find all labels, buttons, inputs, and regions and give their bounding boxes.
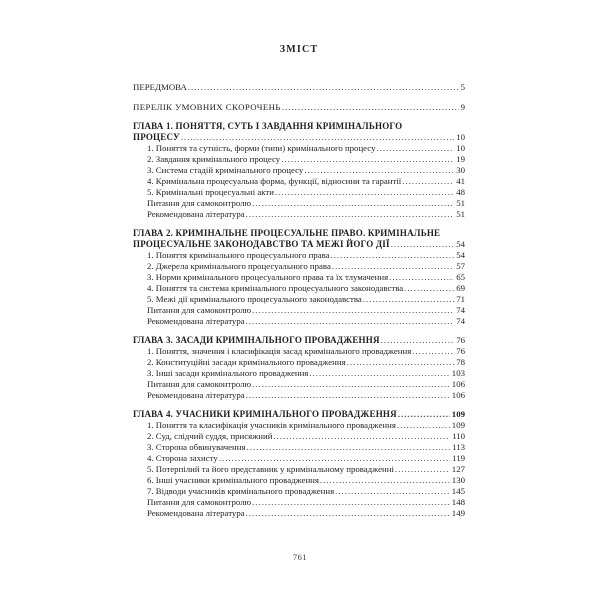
toc-entry	[133, 508, 465, 519]
chapter-title: ГЛАВА 1. ПОНЯТТЯ, СУТЬ І ЗАВДАННЯ КРИМІНАЛЬНОГО	[133, 121, 403, 131]
chapter-2-block	[133, 228, 465, 327]
toc-entry	[133, 486, 465, 497]
chapter-title-page-line	[133, 335, 465, 346]
toc-entry-label: 1. Поняття та сутність, форми (типи) кримінального процесу	[147, 143, 376, 153]
toc-entry	[133, 154, 465, 165]
toc-entry-label: Питання для самоконтролю	[147, 198, 252, 208]
chapter-title: ГЛАВА 4. УЧАСНИКИ КРИМІНАЛЬНОГО ПРОВАДЖЕННЯ	[133, 409, 397, 419]
toc-entry-page: 119	[452, 453, 465, 463]
chapter-title: ГЛАВА 2. КРИМІНАЛЬНЕ ПРОЦЕСУАЛЬНЕ ПРАВО. КРИМІНАЛЬНЕ	[133, 228, 441, 238]
dot-leader	[252, 379, 450, 390]
toc-entry-page: 54	[456, 250, 465, 260]
toc-entry-label: Питання для самоконтролю	[147, 379, 252, 389]
dot-leader	[412, 346, 454, 357]
toc-entry-page: 57	[456, 261, 465, 271]
toc-entry	[133, 357, 465, 368]
toc-entry-foreword	[133, 82, 465, 93]
dot-leader	[381, 335, 455, 346]
dot-leader	[404, 283, 454, 294]
toc-entry-page: 145	[451, 486, 465, 496]
dot-leader	[246, 390, 450, 401]
toc-entry-label: 5. Кримінальні процесуальні акти	[147, 187, 274, 197]
toc-entry-page: 51	[456, 209, 465, 219]
page-title: ЗМІСТ	[279, 44, 319, 55]
toc-entry	[133, 272, 465, 283]
toc-entry	[133, 431, 465, 442]
toc-entry-label: ПЕРЕДМОВА	[133, 82, 187, 92]
toc-entry	[133, 305, 465, 316]
dot-leader	[181, 132, 454, 143]
toc-entry-page: 106	[451, 379, 465, 389]
toc-entry-label: 4. Кримінальна процесуальна форма, функції, відносини та гарантії	[147, 176, 402, 186]
toc-entry-page: 65	[456, 272, 465, 282]
toc-entry	[133, 176, 465, 187]
toc-entry	[133, 198, 465, 209]
dot-leader	[391, 239, 455, 250]
toc-entry-page: 103	[451, 368, 465, 378]
toc-entry	[133, 497, 465, 508]
chapter-page: 76	[456, 335, 465, 345]
chapter-page: 10	[456, 132, 465, 142]
toc-entry-label: Питання для самоконтролю	[147, 497, 252, 507]
folio-page-number: 761	[292, 552, 308, 562]
toc-entry-label: 3. Сторона обвинувачення	[147, 442, 246, 452]
toc-entry-label: 4. Поняття та система кримінального процесуального законодавства	[147, 283, 404, 293]
toc-entry-label: 2. Конституційні засади кримінального провадження	[147, 357, 346, 367]
toc-entry-page: 69	[456, 283, 465, 293]
chapter-1-block	[133, 121, 465, 220]
toc-entry-page: 74	[456, 305, 465, 315]
toc-entry-label: 2. Завдання кримінального процесу	[147, 154, 281, 164]
dot-leader	[281, 154, 454, 165]
toc-entry-label: Питання для самоконтролю	[147, 305, 252, 315]
dot-leader	[335, 486, 450, 497]
chapter-title: ГЛАВА 3. ЗАСАДИ КРИМІНАЛЬНОГО ПРОВАДЖЕННЯ	[133, 335, 380, 345]
toc-entry	[133, 390, 465, 401]
toc-entry-label: ПЕРЕЛІК УМОВНИХ СКОРОЧЕНЬ	[133, 102, 281, 112]
dot-leader	[252, 497, 450, 508]
toc-entry	[133, 442, 465, 453]
dot-leader	[246, 209, 455, 220]
dot-leader	[188, 82, 459, 93]
toc-entry-page: 5	[460, 82, 465, 92]
toc-entry-page: 71	[456, 294, 465, 304]
toc-entry	[133, 209, 465, 220]
toc-entry-label: Рекомендована література	[147, 508, 245, 518]
chapter-3-block	[133, 335, 465, 401]
toc-entry-abbreviations	[133, 102, 465, 113]
chapter-title-continued: ПРОЦЕСУ	[133, 132, 180, 142]
toc-entry-page: 9	[460, 102, 465, 112]
toc-entry-page: 48	[456, 187, 465, 197]
toc-entry-label: Рекомендована література	[147, 209, 245, 219]
dot-leader	[304, 165, 454, 176]
toc-entry-label: Рекомендована література	[147, 390, 245, 400]
dot-leader	[252, 305, 454, 316]
dot-leader	[246, 316, 455, 327]
toc-entry	[133, 368, 465, 379]
toc-entry-page: 30	[456, 165, 465, 175]
toc-entry	[133, 143, 465, 154]
toc-entry-page: 78	[456, 357, 465, 367]
toc-entry-label: 1. Поняття кримінального процесуального права	[147, 250, 330, 260]
chapter-page: 54	[456, 239, 465, 249]
table-of-contents	[133, 44, 465, 519]
toc-entry	[133, 464, 465, 475]
dot-leader	[376, 143, 454, 154]
dot-leader	[320, 475, 450, 486]
chapter-title-page-line	[133, 132, 465, 143]
toc-entry-label: 4. Сторона захисту	[147, 453, 218, 463]
dot-leader	[347, 357, 455, 368]
dot-leader	[389, 272, 454, 283]
toc-entry	[133, 261, 465, 272]
toc-entry	[133, 187, 465, 198]
toc-entry-label: 2. Джерела кримінального процесуального права	[147, 261, 331, 271]
dot-leader	[219, 453, 450, 464]
toc-entry	[133, 283, 465, 294]
toc-entry-label: 3. Інші засади кримінального провадження	[147, 368, 309, 378]
toc-entry-label: 3. Система стадій кримінального процесу	[147, 165, 304, 175]
toc-entry	[133, 420, 465, 431]
dot-leader	[247, 442, 451, 453]
dot-leader	[402, 176, 454, 187]
chapter-title-page-line	[133, 409, 465, 420]
dot-leader	[309, 368, 449, 379]
toc-entry-page: 109	[451, 420, 465, 430]
toc-entry-page: 106	[451, 390, 465, 400]
toc-entry-page: 127	[451, 464, 465, 474]
dot-leader	[395, 464, 450, 475]
toc-entry-page: 110	[452, 431, 465, 441]
dot-leader	[331, 250, 455, 261]
toc-entry	[133, 379, 465, 390]
dot-leader	[332, 261, 454, 272]
toc-entry-label: 5. Потерпілий та його представник у кримінальному провадженні	[147, 464, 394, 474]
toc-entry	[133, 453, 465, 464]
toc-entry-page: 76	[456, 346, 465, 356]
chapter-title-page-line	[133, 239, 465, 250]
toc-entry	[133, 250, 465, 261]
dot-leader	[252, 198, 454, 209]
toc-entry-label: 1. Поняття, значення і класифікація засад кримінального провадження	[147, 346, 412, 356]
chapter-title-continued: ПРОЦЕСУАЛЬНЕ ЗАКОНОДАВСТВО ТА МЕЖІ ЙОГО ДІЇ	[133, 239, 390, 249]
toc-entry-page: 51	[456, 198, 465, 208]
toc-entry	[133, 294, 465, 305]
toc-entry-label: 3. Норми кримінального процесуального права та їх тлумачення	[147, 272, 389, 282]
toc-entry	[133, 165, 465, 176]
toc-entry	[133, 316, 465, 327]
toc-entry-page: 10	[456, 143, 465, 153]
dot-leader	[275, 187, 454, 198]
toc-entry-label: 2. Суд, слідчий суддя, присяжний	[147, 431, 273, 441]
toc-entry-page: 148	[451, 497, 465, 507]
dot-leader	[398, 409, 450, 420]
chapter-4-block	[133, 409, 465, 519]
dot-leader	[246, 508, 450, 519]
dot-leader	[273, 431, 450, 442]
dot-leader	[363, 294, 454, 305]
toc-entry-label: 5. Межі дії кримінального процесуального законодавства	[147, 294, 362, 304]
toc-entry-page: 74	[456, 316, 465, 326]
dot-leader	[282, 102, 459, 113]
toc-entry-page: 113	[452, 442, 465, 452]
toc-entry	[133, 346, 465, 357]
toc-entry-label: 6. Інші учасники кримінального провадження	[147, 475, 319, 485]
toc-entry-page: 130	[451, 475, 465, 485]
dot-leader	[397, 420, 450, 431]
toc-entry-page: 41	[456, 176, 465, 186]
toc-entry-label: Рекомендована література	[147, 316, 245, 326]
chapter-page: 109	[451, 409, 465, 419]
toc-entry-page: 19	[456, 154, 465, 164]
toc-entry	[133, 475, 465, 486]
toc-entry-label: 1. Поняття та класифікація учасників кримінального провадження	[147, 420, 396, 430]
toc-entry-page: 149	[451, 508, 465, 518]
toc-entry-label: 7. Відводи учасників кримінального провадження	[147, 486, 335, 496]
